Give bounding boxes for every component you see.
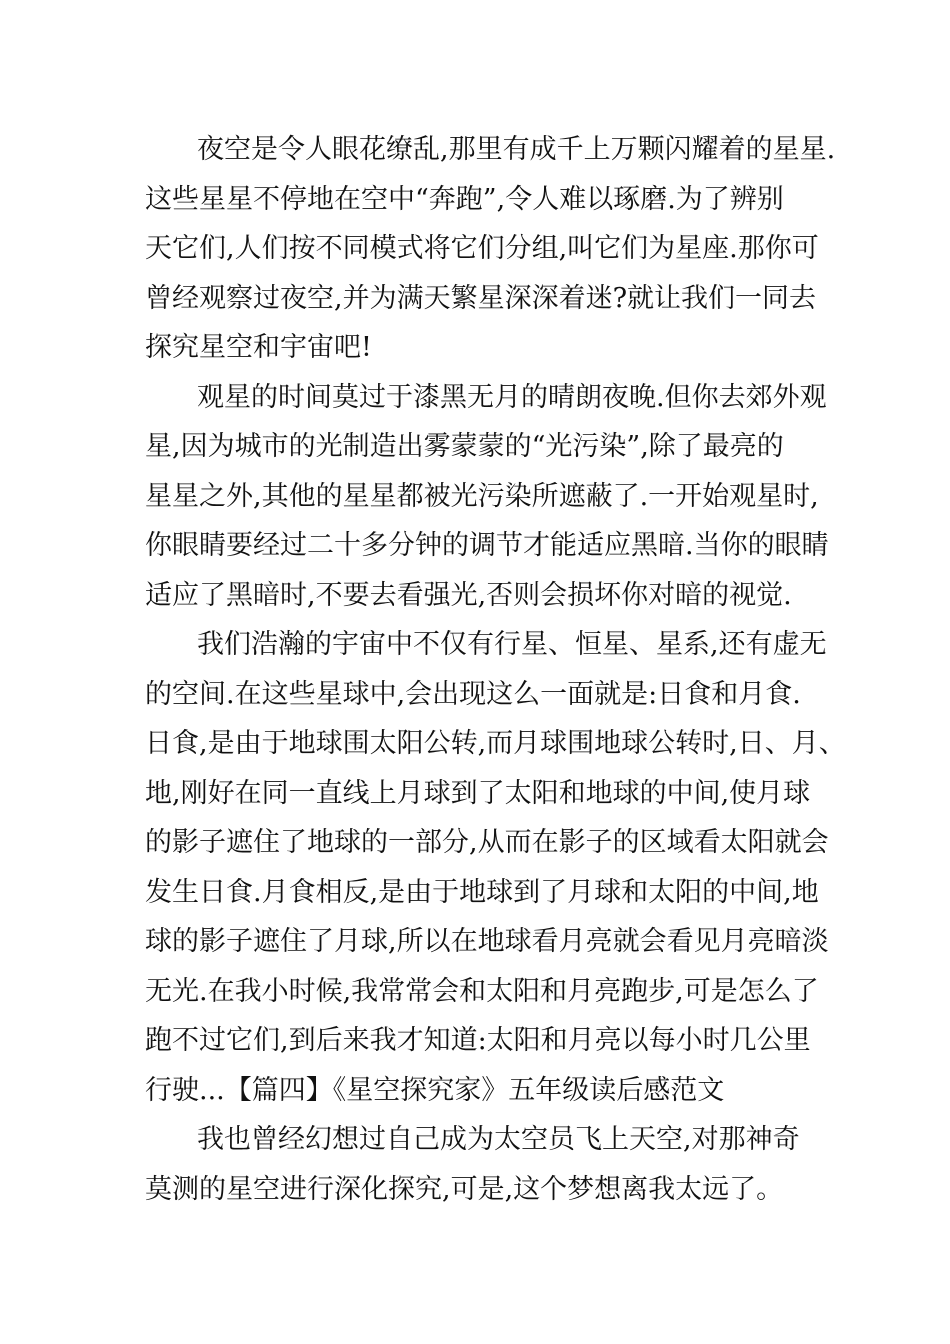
text-line: 我也曾经幻想过自己成为太空员飞上天空,对那神奇 [197, 1124, 800, 1155]
text-line: 你眼睛要经过二十多分钟的调节才能适应黑暗.当你的眼睛 [145, 530, 829, 561]
text-line: 莫测的星空进行深化探究,可是,这个梦想离我太远了。 [145, 1173, 784, 1205]
body-text [145, 125, 846, 1214]
paragraph [145, 373, 829, 621]
text-line: 行驶...【篇四】《星空探究家》五年级读后感范文 [145, 1074, 725, 1106]
text-line: 观星的时间莫过于漆黑无月的晴朗夜晚.但你去郊外观 [197, 381, 827, 413]
text-line: 的空间.在这些星球中,会出现这么一面就是:日食和月食. [145, 678, 801, 710]
paragraph [145, 620, 846, 1115]
paragraph [145, 1115, 817, 1214]
text-line: 夜空是令人眼花缭乱,那里有成千上万颗闪耀着的星星. [197, 134, 836, 165]
text-line: 的影子遮住了地球的一部分,从而在影子的区域看太阳就会 [145, 827, 829, 858]
text-line: 无光.在我小时候,我常常会和太阳和月亮跑步,可是怎么了 [145, 975, 819, 1007]
text-line: 探究星空和宇宙吧! [145, 332, 372, 363]
text-line: 曾经观察过夜空,并为满天繁星深深着迷?就让我们一同去 [145, 282, 817, 314]
text-line: 这些星星不停地在空中“奔跑”,令人难以琢磨.为了辨别 [145, 183, 784, 215]
text-line: 星星之外,其他的星星都被光污染所遮蔽了.一开始观星时, [145, 480, 819, 512]
text-line: 日食,是由于地球围太阳公转,而月球围地球公转时,日、月、 [145, 728, 846, 759]
text-line: 地,刚好在同一直线上月球到了太阳和地球的中间,使月球 [145, 777, 811, 809]
paragraph [145, 125, 836, 373]
text-line: 天它们,人们按不同模式将它们分组,叫它们为星座.那你可 [145, 233, 819, 264]
text-line: 我们浩瀚的宇宙中不仅有行星、恒星、星系,还有虚无 [197, 629, 827, 660]
text-line: 跑不过它们,到后来我才知道:太阳和月亮以每小时几公里 [145, 1025, 811, 1056]
text-line: 球的影子遮住了月球,所以在地球看月亮就会看见月亮暗淡 [145, 926, 829, 957]
text-line: 适应了黑暗时,不要去看强光,否则会损坏你对暗的视觉. [145, 579, 792, 611]
text-line: 星,因为城市的光制造出雾蒙蒙的“光污染”,除了最亮的 [145, 431, 784, 462]
text-line: 发生日食.月食相反,是由于地球到了月球和太阳的中间,地 [145, 876, 819, 908]
